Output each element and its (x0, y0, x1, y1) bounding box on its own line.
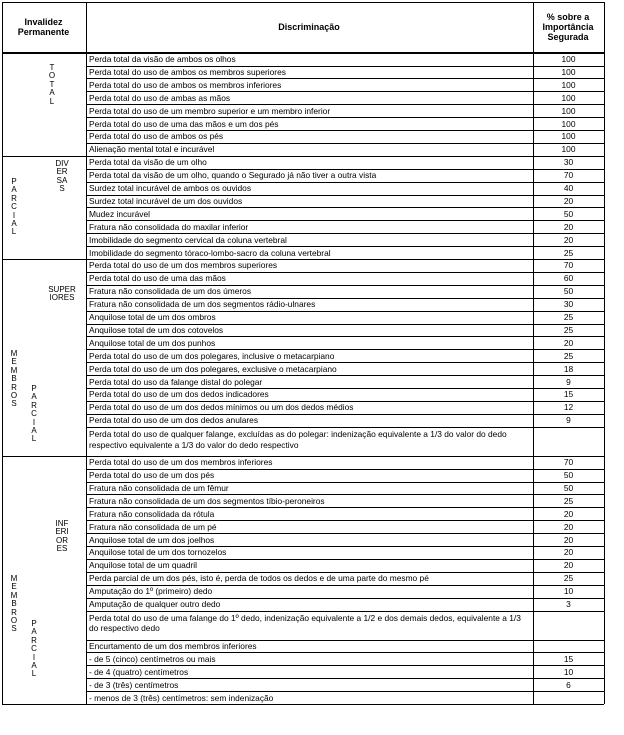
row-description: Perda total do uso de um dos polegares, exclusive o metacarpiano (89, 363, 337, 374)
table-top-border (2, 2, 604, 3)
row-description: Perda total do uso de qualquer falange, excluídas as do polegar: indenização equivalente a 1/3 do valor do dedo respectivo equivalente a 1/3 do valor do dedo respectivo (89, 429, 507, 450)
row-percent-value: 70 (563, 170, 574, 181)
row-percent-value: 3 (566, 599, 571, 609)
row-percent-value: 9 (566, 415, 571, 426)
row-percent-value: 25 (563, 573, 574, 584)
row-percent-value: 60 (563, 273, 574, 284)
row-description: Perda total do uso da falange distal do polegar (89, 376, 263, 387)
row-percent-value: 20 (563, 221, 574, 232)
row-percent-value: 20 (563, 534, 574, 545)
row-description: Anquilose total de um dos ombros (89, 312, 216, 322)
table-right-border (604, 2, 605, 704)
row-description: Amputação de qualquer outro dedo (89, 599, 221, 609)
row-description: Perda total do uso de um dos dedos anulares (89, 415, 259, 426)
section-vertical-label: T O T A L (48, 63, 56, 106)
row-percent-value: 15 (563, 389, 574, 400)
header-invalidez: Invalidez Permanente (17, 17, 70, 37)
row-description: Anquilose total de um dos joelhos (89, 534, 215, 545)
header-discriminacao: Discriminação (278, 22, 340, 32)
row-percent-value: 20 (563, 337, 574, 348)
row-description: Anquilose total de um dos cotovelos (89, 324, 224, 335)
row-percent-value: 100 (561, 79, 576, 90)
table-left-border (2, 2, 3, 704)
row-description: - de 4 (quatro) centímetros (89, 666, 189, 677)
row-percent-value: 18 (563, 363, 574, 374)
row-description: Perda total da visão de ambos os olhos (89, 54, 236, 64)
row-description: Perda total do uso de ambos os pés (89, 131, 224, 142)
row-percent-value: 100 (561, 144, 576, 155)
row-percent-value: 100 (561, 92, 576, 103)
row-percent-value: 30 (563, 157, 574, 168)
row-percent-value: 9 (566, 376, 571, 387)
row-percent-value: 20 (563, 195, 574, 206)
section-vertical-label: M E M B R O S (10, 349, 18, 409)
row-description: Anquilose total de um quadril (89, 560, 198, 571)
row-percent-value: 50 (563, 470, 574, 480)
section-vertical-label: P A R C I A L (11, 177, 17, 237)
row-description: - de 3 (três) centímetros (89, 679, 179, 690)
header-percent: % sobre a Importância Segurada (542, 12, 594, 42)
row-description: Fratura não consolidada de um dos úmeros (89, 286, 252, 297)
row-description: Perda total do uso de um dos dedos mínimos ou um dos dedos médios (89, 402, 354, 413)
row-description: Perda total do uso de um membro superior e um membro inferior (89, 105, 331, 116)
row-percent-value: 10 (563, 586, 574, 597)
row-description: Anquilose total de um dos punhos (89, 337, 216, 348)
row-description: Perda total do uso de uma das mãos (89, 273, 226, 284)
row-description: Perda total do uso de um dos dedos indicadores (89, 389, 269, 400)
row-percent-value: 25 (563, 247, 574, 258)
row-percent-value: 100 (561, 105, 576, 116)
row-percent-value: 20 (563, 521, 574, 532)
row-description: Surdez total incurável de um dos ouvidos (89, 195, 243, 206)
row-percent-value: 6 (566, 679, 571, 690)
row-description: Perda total do uso de um dos membros inferiores (89, 457, 273, 468)
row-percent-value: 20 (563, 547, 574, 558)
row-percent-value: 25 (563, 312, 574, 322)
row-percent-value: 100 (561, 118, 576, 129)
row-description: Perda total da visão de um olho (89, 157, 207, 168)
row-percent-value: 25 (563, 324, 574, 335)
row-percent-value: 50 (563, 482, 574, 493)
row-percent-value: 50 (563, 208, 574, 219)
row-description: Alienação mental total e incurável (89, 144, 215, 155)
row-description: Fratura não consolidada da rótula (89, 508, 215, 519)
row-description: Anquilose total de um dos tornozelos (89, 547, 227, 558)
row-percent-value: 100 (561, 54, 576, 64)
row-description: Perda total da visão de um olho, quando o Segurado já não tiver a outra vista (89, 170, 377, 181)
row-percent-value: 25 (563, 495, 574, 506)
row-description: Fratura não consolidada de um dos segmentos tíbio-peroneiros (89, 495, 325, 506)
row-description: Perda total do uso de uma das mãos e um dos pés (89, 118, 279, 129)
row-percent-value (533, 692, 604, 705)
row-percent-value: 20 (563, 560, 574, 571)
row-percent-value (533, 640, 604, 653)
row-description: Fratura não consolidada de um fêmur (89, 482, 229, 493)
row-description: Imobilidade do segmento tóraco-lombo-sacro da coluna vertebral (89, 247, 331, 258)
row-description: Perda total do uso de uma falange do 1º dedo, indenização equivalente a 1/2 e dos demais dedos, equivalente a 1/3 do respectivo dedo (89, 612, 521, 634)
row-percent-value: 40 (563, 183, 574, 193)
row-percent-value: 100 (561, 131, 576, 142)
row-description: Fratura não consolidada do maxilar inferior (89, 221, 249, 232)
row-description: Perda parcial de um dos pés, isto é, perda de todos os dedos e de uma parte do mesmo pé (89, 573, 429, 584)
section-vertical-label: INF ERI OR ES (55, 519, 69, 554)
section-vertical-label: DIV ER SA S (55, 159, 69, 194)
row-percent-value: 70 (563, 457, 574, 468)
row-description: Surdez total incurável de ambos os ouvidos (89, 183, 252, 193)
row-percent-value: 70 (563, 260, 574, 271)
row-description: - menos de 3 (três) centímetros: sem indenização (89, 692, 274, 703)
section-vertical-label: P A R C I A L (31, 384, 37, 444)
row-percent-value: 15 (563, 653, 574, 664)
table-bottom-border (2, 704, 604, 705)
row-description: Perda total do uso de um dos pés (89, 470, 215, 480)
row-description: Imobilidade do segmento cervical da coluna vertebral (89, 234, 287, 245)
row-percent-value: 12 (563, 402, 574, 413)
row-percent-value: 25 (563, 350, 574, 361)
row-description: Mudez incurável (89, 208, 150, 219)
row-percent-value: 10 (563, 666, 574, 677)
section-vertical-label: P A R C I A L (31, 619, 37, 679)
section-vertical-label: SUPER IORES (48, 285, 76, 303)
row-percent-value: 20 (563, 234, 574, 245)
row-description: Fratura não consolidada de um pé (89, 521, 217, 532)
row-description: Amputação do 1º (primeiro) dedo (89, 586, 213, 597)
row-description: Perda total do uso de ambos os membros inferiores (89, 79, 282, 90)
row-description: Perda total do uso de ambas as mãos (89, 92, 231, 103)
row-percent-value: 50 (563, 286, 574, 297)
row-description: Perda total do uso de um dos polegares, inclusive o metacarpiano (89, 350, 335, 361)
row-percent-value: 100 (561, 66, 576, 77)
row-description: Perda total do uso de ambos os membros superiores (89, 66, 286, 77)
row-description: Perda total do uso de um dos membros superiores (89, 260, 278, 271)
row-percent-value: 30 (563, 299, 574, 310)
row-percent-value (533, 611, 604, 640)
column-divider (86, 2, 87, 704)
row-percent-value (533, 427, 604, 456)
row-description: Encurtamento de um dos membros inferiores (89, 640, 257, 651)
row-description: Fratura não consolidada de um dos segmentos rádio-ulnares (89, 299, 316, 310)
row-description: - de 5 (cinco) centímetros ou mais (89, 653, 216, 664)
section-vertical-label: M E M B R O S (10, 574, 18, 634)
row-percent-value: 20 (563, 508, 574, 519)
column-divider (533, 2, 534, 704)
